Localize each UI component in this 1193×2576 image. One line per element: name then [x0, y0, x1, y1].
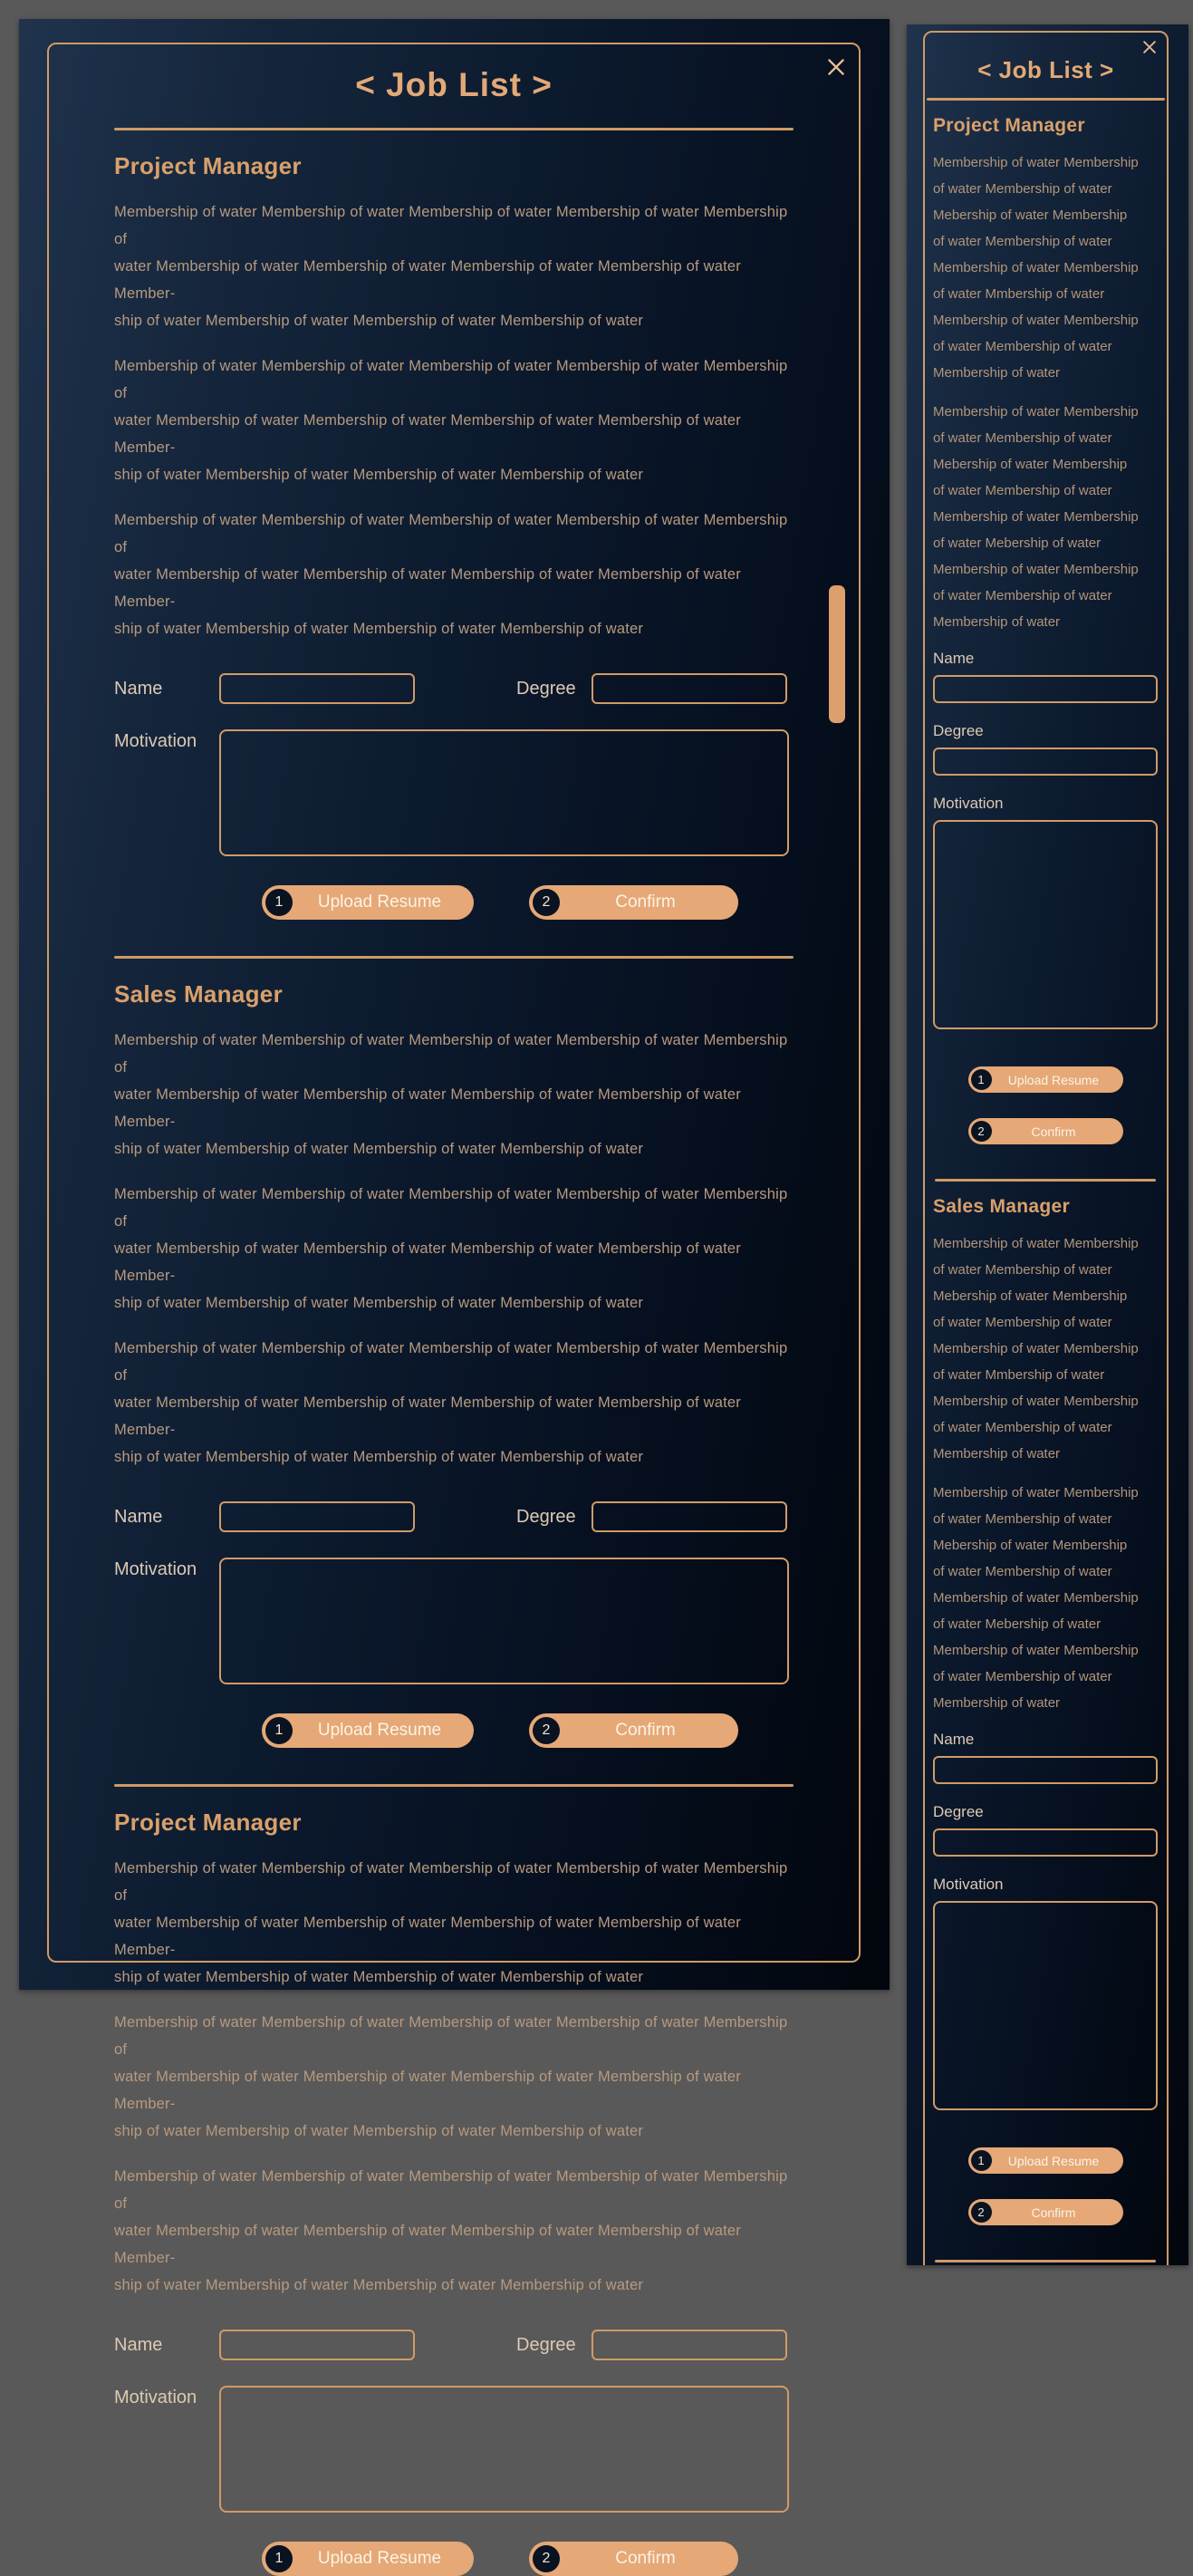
- name-input[interactable]: [219, 673, 415, 704]
- upload-resume-button[interactable]: [968, 1066, 1123, 1093]
- job-section-title: Project Manager: [114, 1809, 302, 1836]
- description-line: ship of water Membership of water Membership of water Membership of water: [114, 313, 644, 329]
- button-label: Upload Resume: [1007, 1072, 1100, 1087]
- motivation-textarea[interactable]: [933, 820, 1158, 1029]
- name-degree-row: [114, 1501, 794, 1532]
- description-line: of water Membership of water: [933, 483, 1112, 498]
- confirm-button[interactable]: [968, 1118, 1123, 1144]
- job-description: [114, 1181, 794, 1317]
- name-degree-row: [114, 673, 794, 704]
- motivation-textarea[interactable]: [219, 2386, 789, 2513]
- upload-resume-button[interactable]: [262, 2542, 474, 2576]
- motivation-label: Motivation: [933, 795, 1004, 812]
- description-line: Membership of water Membership of water Membership of water Membership of water Membership of: [114, 1032, 788, 1076]
- button-label: Confirm: [615, 2549, 676, 2568]
- job-description: [114, 507, 794, 642]
- job-section: [114, 980, 794, 1748]
- description-line: Membership of water Membership: [933, 1590, 1139, 1606]
- degree-label: Degree: [933, 1803, 984, 1820]
- mobile-panel: [923, 31, 1169, 2265]
- motivation-row: [114, 2386, 794, 2513]
- description-line: Membership of water: [933, 614, 1061, 630]
- description-line: Mebership of water Membership: [933, 1288, 1128, 1304]
- step-buttons: [933, 1066, 1158, 1144]
- step-number-badge: 1: [971, 2150, 992, 2171]
- job-section-title: Project Manager: [933, 115, 1085, 136]
- motivation-label: Motivation: [114, 731, 197, 751]
- description-line: of water Membership of water: [933, 1262, 1112, 1278]
- name-input[interactable]: [933, 675, 1158, 703]
- motivation-row: [114, 729, 794, 856]
- confirm-button[interactable]: [968, 2199, 1123, 2225]
- scrollbar-thumb[interactable]: [829, 585, 845, 723]
- description-line: Membership of water Membership of water Membership of water Membership of water Membership of: [114, 1340, 788, 1384]
- description-line: water Membership of water Membership of water Membership of water Membership of water Member-: [114, 258, 741, 302]
- description-line: Membership of water Membership: [933, 313, 1139, 328]
- description-line: Membership of water Membership of water Membership of water Membership of water Membership of: [114, 2014, 788, 2058]
- name-label: Name: [114, 678, 163, 699]
- description-line: ship of water Membership of water Membership of water Membership of water: [114, 1969, 644, 1985]
- job-section-title: Sales Manager: [933, 1196, 1070, 1217]
- degree-label: Degree: [516, 678, 576, 699]
- step-number-badge: 1: [265, 1717, 293, 1744]
- description-line: Membership of water Membership of water Membership of water Membership of water Membership of: [114, 2168, 788, 2212]
- step-number-badge: 2: [533, 889, 560, 916]
- description-line: Membership of water Membership: [933, 260, 1139, 275]
- description-line: Membership of water Membership: [933, 562, 1139, 577]
- upload-resume-button[interactable]: [262, 1713, 474, 1748]
- description-line: Membership of water Membership of water Membership of water Membership of water Membership of: [114, 358, 788, 401]
- close-button[interactable]: [824, 55, 848, 79]
- mobile-window: [907, 24, 1188, 2265]
- degree-input[interactable]: [933, 748, 1158, 776]
- name-input[interactable]: [219, 2330, 415, 2360]
- description-line: Membership of water: [933, 1695, 1061, 1711]
- name-label: Name: [114, 1506, 163, 1527]
- job-description: [933, 150, 1158, 386]
- upload-resume-button[interactable]: [968, 2147, 1123, 2174]
- motivation-label: Motivation: [114, 1559, 197, 1579]
- description-line: Membership of water Membership: [933, 1643, 1139, 1658]
- description-line: ship of water Membership of water Membership of water Membership of water: [114, 467, 644, 483]
- description-line: water Membership of water Membership of water Membership of water Membership of water Member-: [114, 566, 741, 610]
- description-line: Membership of water Membership: [933, 1236, 1139, 1251]
- close-icon: [1140, 38, 1159, 56]
- name-input[interactable]: [219, 1501, 415, 1532]
- description-line: Mebership of water Membership: [933, 1538, 1128, 1553]
- description-line: of water Membership of water: [933, 1511, 1112, 1527]
- title-divider: [114, 128, 794, 130]
- job-description: [933, 399, 1158, 635]
- button-label: Upload Resume: [317, 2549, 442, 2568]
- step-number-badge: 1: [265, 889, 293, 916]
- description-line: Membership of water Membership: [933, 1485, 1139, 1500]
- description-line: water Membership of water Membership of water Membership of water Membership of water Member-: [114, 1915, 741, 1958]
- description-line: Mebership of water Membership: [933, 207, 1128, 223]
- description-line: Membership of water Membership of water Membership of water Membership of water Membership of: [114, 1186, 788, 1230]
- job-description: [114, 198, 794, 334]
- step-number-badge: 2: [533, 2545, 560, 2572]
- page-title: < Job List >: [977, 56, 1114, 83]
- description-line: water Membership of water Membership of water Membership of water Membership of water Member-: [114, 1086, 741, 1130]
- confirm-button[interactable]: [529, 2542, 738, 2576]
- job-section: [114, 1809, 794, 2576]
- name-input[interactable]: [933, 1756, 1158, 1784]
- name-label: Name: [114, 2334, 163, 2355]
- upload-resume-button[interactable]: [262, 885, 474, 920]
- step-buttons: [114, 1713, 794, 1748]
- motivation-textarea[interactable]: [219, 1558, 789, 1684]
- description-line: Membership of water Membership: [933, 509, 1139, 525]
- job-section-title: Project Manager: [114, 152, 302, 179]
- title-divider: [927, 98, 1165, 101]
- description-line: of water Membership of water: [933, 1564, 1112, 1579]
- job-section: [933, 1196, 1158, 2225]
- motivation-textarea[interactable]: [933, 1901, 1158, 2110]
- close-button[interactable]: [1140, 38, 1159, 56]
- degree-input[interactable]: [592, 1501, 787, 1532]
- mobile-sections: [925, 115, 1167, 2262]
- close-icon: [824, 55, 848, 79]
- button-label: Confirm: [615, 1721, 676, 1740]
- description-line: Membership of water Membership of water Membership of water Membership of water Membership of: [114, 512, 788, 555]
- job-description: [114, 1855, 794, 1991]
- description-line: of water Membership of water: [933, 234, 1112, 249]
- motivation-row: [114, 1558, 794, 1684]
- button-label: Upload Resume: [1007, 2153, 1100, 2168]
- confirm-button[interactable]: [529, 1713, 738, 1748]
- step-number-badge: 1: [971, 1069, 992, 1090]
- description-line: Membership of water: [933, 1446, 1061, 1462]
- description-line: water Membership of water Membership of water Membership of water Membership of water Member-: [114, 2069, 741, 2112]
- step-buttons: [933, 2147, 1158, 2225]
- description-line: ship of water Membership of water Membership of water Membership of water: [114, 2277, 644, 2293]
- button-label: Upload Resume: [317, 1721, 442, 1740]
- desktop-sections: [49, 152, 859, 2576]
- job-description: [114, 1027, 794, 1163]
- section-divider: [114, 1784, 794, 1787]
- page-title: < Job List >: [355, 66, 553, 103]
- job-description: [933, 1230, 1158, 1467]
- button-label: Confirm: [1031, 1124, 1076, 1139]
- job-description: [933, 1480, 1158, 1716]
- degree-label: Degree: [933, 722, 984, 739]
- description-line: Membership of water Membership: [933, 155, 1139, 170]
- degree-label: Degree: [516, 1506, 576, 1527]
- description-line: water Membership of water Membership of water Membership of water Membership of water Member-: [114, 1394, 741, 1438]
- job-section: [933, 115, 1158, 1144]
- button-label: Confirm: [1031, 2205, 1076, 2220]
- description-line: of water Membership of water: [933, 1669, 1112, 1684]
- step-number-badge: 2: [971, 1121, 992, 1142]
- description-line: ship of water Membership of water Membership of water Membership of water: [114, 1449, 644, 1465]
- description-line: of water Membership of water: [933, 430, 1112, 446]
- description-line: Membership of water Membership of water Membership of water Membership of water Membership of: [114, 204, 788, 247]
- confirm-button[interactable]: [529, 885, 738, 920]
- section-divider: [935, 1179, 1156, 1182]
- description-line: of water Mebership of water: [933, 1616, 1102, 1632]
- degree-input[interactable]: [592, 673, 787, 704]
- motivation-label: Motivation: [933, 1876, 1004, 1893]
- description-line: ship of water Membership of water Membership of water Membership of water: [114, 1295, 644, 1311]
- section-divider: [114, 956, 794, 959]
- description-line: of water Mmbership of water: [933, 1367, 1105, 1383]
- description-line: of water Membership of water: [933, 339, 1112, 354]
- description-line: of water Mmbership of water: [933, 286, 1105, 302]
- description-line: ship of water Membership of water Membership of water Membership of water: [114, 621, 644, 637]
- description-line: water Membership of water Membership of water Membership of water Membership of water Member-: [114, 412, 741, 456]
- description-line: Mebership of water Membership: [933, 457, 1128, 472]
- name-label: Name: [933, 1731, 975, 1748]
- description-line: of water Mebership of water: [933, 535, 1102, 551]
- step-buttons: [114, 2542, 794, 2576]
- step-number-badge: 1: [265, 2545, 293, 2572]
- degree-input[interactable]: [933, 1828, 1158, 1857]
- step-buttons: [114, 885, 794, 920]
- description-line: Membership of water: [933, 365, 1061, 381]
- description-line: of water Membership of water: [933, 588, 1112, 603]
- description-line: ship of water Membership of water Membership of water Membership of water: [114, 1141, 644, 1157]
- desktop-window: [19, 19, 890, 2568]
- degree-label: Degree: [516, 2334, 576, 2355]
- description-line: water Membership of water Membership of water Membership of water Membership of water Member-: [114, 2223, 741, 2266]
- job-section-title: Sales Manager: [114, 980, 283, 1008]
- name-label: Name: [933, 650, 975, 667]
- job-description: [114, 2009, 794, 2145]
- step-number-badge: 2: [971, 2202, 992, 2223]
- button-label: Upload Resume: [317, 892, 442, 912]
- name-degree-row: [114, 2330, 794, 2360]
- degree-input[interactable]: [592, 2330, 787, 2360]
- job-description: [114, 2163, 794, 2299]
- step-number-badge: 2: [533, 1717, 560, 1744]
- description-line: Membership of water Membership: [933, 1394, 1139, 1409]
- button-label: Confirm: [615, 892, 676, 912]
- description-line: of water Membership of water: [933, 181, 1112, 197]
- description-line: ship of water Membership of water Membership of water Membership of water: [114, 2123, 644, 2139]
- job-description: [114, 1335, 794, 1471]
- section-divider: [935, 2260, 1156, 2262]
- job-description: [114, 352, 794, 488]
- description-line: of water Membership of water: [933, 1315, 1112, 1330]
- desktop-panel: [47, 43, 861, 2568]
- motivation-label: Motivation: [114, 2388, 197, 2407]
- description-line: Membership of water Membership: [933, 1341, 1139, 1356]
- description-line: Membership of water Membership: [933, 404, 1139, 420]
- description-line: of water Membership of water: [933, 1420, 1112, 1435]
- job-section: [114, 152, 794, 920]
- motivation-textarea[interactable]: [219, 729, 789, 856]
- description-line: Membership of water Membership of water Membership of water Membership of water Membership of: [114, 1860, 788, 1904]
- description-line: water Membership of water Membership of water Membership of water Membership of water Member-: [114, 1240, 741, 1284]
